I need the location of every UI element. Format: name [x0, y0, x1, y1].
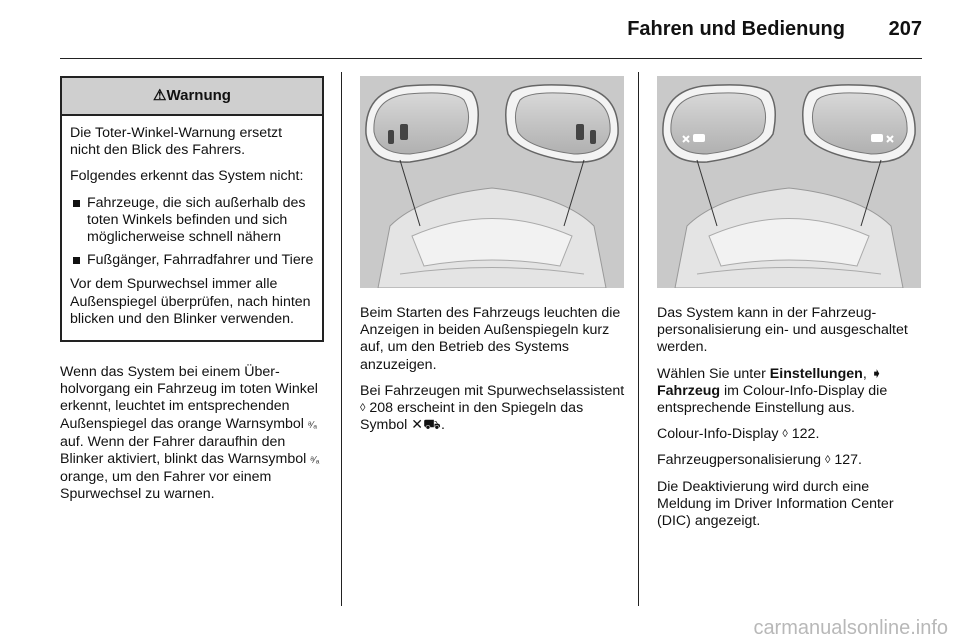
middle-p2-text-b: erscheint in den Spiegeln das Symbol [360, 400, 584, 434]
indicator-bar [400, 124, 408, 140]
column-divider-1 [341, 72, 342, 606]
page-number: 207 [888, 18, 922, 40]
right-paragraph-4 [657, 452, 923, 469]
footer-watermark: carmanualsonline.info [753, 617, 948, 639]
right-column [657, 305, 923, 539]
warning-triangle-icon: ⚠ [153, 87, 167, 104]
header-rule [60, 58, 922, 59]
left-paragraph [60, 364, 324, 504]
warning-intro: Die Toter-Winkel-Warnung ersetzt nicht den Blick des Fahrers. [70, 125, 283, 159]
reference-arrow-icon: ◊ [782, 428, 788, 441]
warning-outro: Vor dem Spurwechsel immer alle Außenspiegel überprüfen, nach hinten blicken und den Blinker verwenden. [70, 276, 311, 327]
warning-list-intro: Folgendes erkennt das System nicht: [70, 168, 304, 185]
warning-title: Warnung [166, 87, 231, 104]
reference-arrow-icon: ◊ [825, 454, 831, 467]
left-column [60, 76, 324, 513]
indicator-bar [576, 124, 584, 140]
reference-arrow-icon: ◊ [360, 402, 366, 415]
header-title: Fahren und Bedienung [627, 18, 845, 40]
blind-spot-symbol-icon: ᵃ⁄ₐ [310, 455, 320, 467]
indicator-bar [388, 130, 394, 144]
lane-change-symbol-icon: ✕⛟ [411, 417, 442, 434]
warning-box [60, 76, 324, 342]
mirror-illustration-lanechange [657, 76, 921, 288]
column-divider-2 [638, 72, 639, 606]
right-p2-text-a: Wählen Sie unter [657, 365, 766, 382]
mirror-illustration-blindspot [360, 76, 624, 288]
left-text-part2: auf. Wenn der Fahrer daraufhin den Blinker aktiviert, blinkt das Warnsymbol [60, 433, 307, 468]
warning-list [70, 195, 314, 270]
middle-paragraph-2 [360, 383, 630, 435]
right-paragraph-1: Das System kann in der Fahrzeugpersonalisierung ein- und ausgeschaltet werden. [657, 305, 908, 356]
middle-paragraph-1: Beim Starten des Fahrzeugs leuchten die Anzeigen in beiden Außenspiegeln kurz auf, um den Betrieb des Systems anzuzeigen. [360, 305, 621, 373]
right-p2-separator: , [862, 365, 867, 382]
right-p3-label: Colour-Info-Display [657, 426, 779, 443]
right-paragraph-5: Die Deaktivierung wird durch eine Meldung im Driver Information Center (DIC) angezeigt. [657, 478, 894, 530]
right-paragraph-3 [657, 426, 923, 443]
list-item: Fußgänger, Fahrradfahrer und Tiere [70, 252, 314, 269]
indicator-bar [590, 130, 596, 144]
list-item: Fahrzeuge, die sich außerhalb des toten Winkels befinden und sich möglicherweise schnell nähern [70, 195, 314, 247]
left-text-part1: Wenn das System bei einem Überholvorgang ein Fahrzeug im toten Winkel erkennt, leuchtet im entsprechenden Außenspiegel das orange Warnsymbol [60, 364, 318, 432]
page-reference: 208 [369, 400, 394, 417]
menu-navigation-arrow-icon: ➧ [870, 365, 883, 382]
blind-spot-symbol-icon: ᵃ⁄ₐ [307, 419, 318, 431]
left-text-part3: orange, um den Fahrer vor einem Spurwechsel zu warnen. [60, 469, 272, 503]
middle-p2-text-a: Bei Fahrzeugen mit Spurwechselassistent [360, 382, 625, 399]
right-paragraph-2 [657, 366, 923, 418]
middle-p2-end: . [441, 417, 445, 434]
warning-header [62, 78, 322, 116]
right-p4-label: Fahrzeugpersonalisierung [657, 452, 822, 469]
menu-item-einstellungen: Einstellungen [769, 365, 863, 382]
page-reference: 127. [834, 452, 863, 469]
right-p2-text-b: im Colour-Info-Display die entsprechende Einstellung aus. [657, 382, 888, 417]
warning-body [62, 116, 322, 340]
page-reference: 122. [791, 426, 820, 443]
menu-item-fahrzeug: Fahrzeug [657, 382, 721, 399]
middle-column [360, 305, 630, 443]
